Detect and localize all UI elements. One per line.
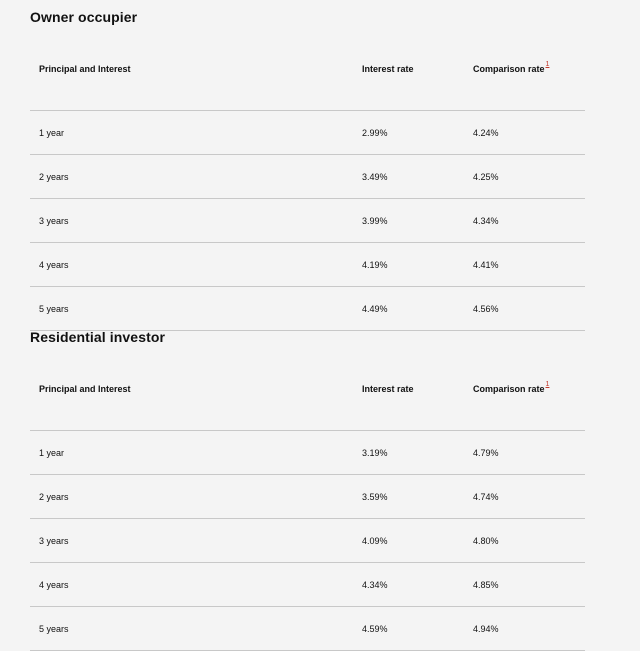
header-term: Principal and Interest bbox=[30, 348, 362, 431]
term-cell: 4 years bbox=[30, 563, 362, 607]
comparison-rate-cell: 4.25% bbox=[473, 155, 585, 199]
interest-rate-cell: 3.59% bbox=[362, 475, 473, 519]
footnote-link[interactable]: 1 bbox=[545, 381, 550, 388]
interest-rate-cell: 2.99% bbox=[362, 111, 473, 155]
term-cell: 1 year bbox=[30, 111, 362, 155]
interest-rate-cell: 3.99% bbox=[362, 199, 473, 243]
term-cell: 2 years bbox=[30, 475, 362, 519]
residential-investor-section bbox=[30, 326, 585, 651]
table-row bbox=[30, 287, 585, 331]
comparison-rate-cell: 4.80% bbox=[473, 519, 585, 563]
header-comparison-label: Comparison rate bbox=[473, 384, 545, 394]
term-cell: 3 years bbox=[30, 519, 362, 563]
interest-rate-cell: 4.49% bbox=[362, 287, 473, 331]
comparison-rate-cell: 4.34% bbox=[473, 199, 585, 243]
interest-rate-cell: 4.09% bbox=[362, 519, 473, 563]
header-comparison-rate bbox=[473, 348, 585, 431]
term-cell: 4 years bbox=[30, 243, 362, 287]
term-cell: 5 years bbox=[30, 287, 362, 331]
interest-rate-cell: 4.34% bbox=[362, 563, 473, 607]
comparison-rate-cell: 4.79% bbox=[473, 431, 585, 475]
table-row bbox=[30, 111, 585, 155]
interest-rate-cell: 4.19% bbox=[362, 243, 473, 287]
term-cell: 3 years bbox=[30, 199, 362, 243]
comparison-rate-cell: 4.85% bbox=[473, 563, 585, 607]
interest-rate-cell: 3.19% bbox=[362, 431, 473, 475]
table-header-row bbox=[30, 348, 585, 431]
table-header-row bbox=[30, 28, 585, 111]
term-cell: 1 year bbox=[30, 431, 362, 475]
table-row bbox=[30, 563, 585, 607]
comparison-rate-cell: 4.56% bbox=[473, 287, 585, 331]
section-title: Owner occupier bbox=[30, 9, 138, 25]
header-comparison-label: Comparison rate bbox=[473, 64, 545, 74]
header-interest-rate: Interest rate bbox=[362, 348, 473, 431]
table-row bbox=[30, 199, 585, 243]
term-cell: 5 years bbox=[30, 607, 362, 651]
owner-occupier-section bbox=[30, 6, 585, 331]
header-term: Principal and Interest bbox=[30, 28, 362, 111]
table-row bbox=[30, 607, 585, 651]
interest-rate-cell: 4.59% bbox=[362, 607, 473, 651]
table-row bbox=[30, 243, 585, 287]
comparison-rate-cell: 4.94% bbox=[473, 607, 585, 651]
rates-table bbox=[30, 348, 585, 651]
comparison-rate-cell: 4.41% bbox=[473, 243, 585, 287]
header-comparison-rate bbox=[473, 28, 585, 111]
comparison-rate-cell: 4.74% bbox=[473, 475, 585, 519]
rates-table bbox=[30, 28, 585, 331]
table-row bbox=[30, 475, 585, 519]
table-row bbox=[30, 431, 585, 475]
section-title: Residential investor bbox=[30, 329, 166, 345]
comparison-rate-cell: 4.24% bbox=[473, 111, 585, 155]
term-cell: 2 years bbox=[30, 155, 362, 199]
table-row bbox=[30, 155, 585, 199]
footnote-link[interactable]: 1 bbox=[545, 61, 550, 68]
header-interest-rate: Interest rate bbox=[362, 28, 473, 111]
table-row bbox=[30, 519, 585, 563]
interest-rate-cell: 3.49% bbox=[362, 155, 473, 199]
